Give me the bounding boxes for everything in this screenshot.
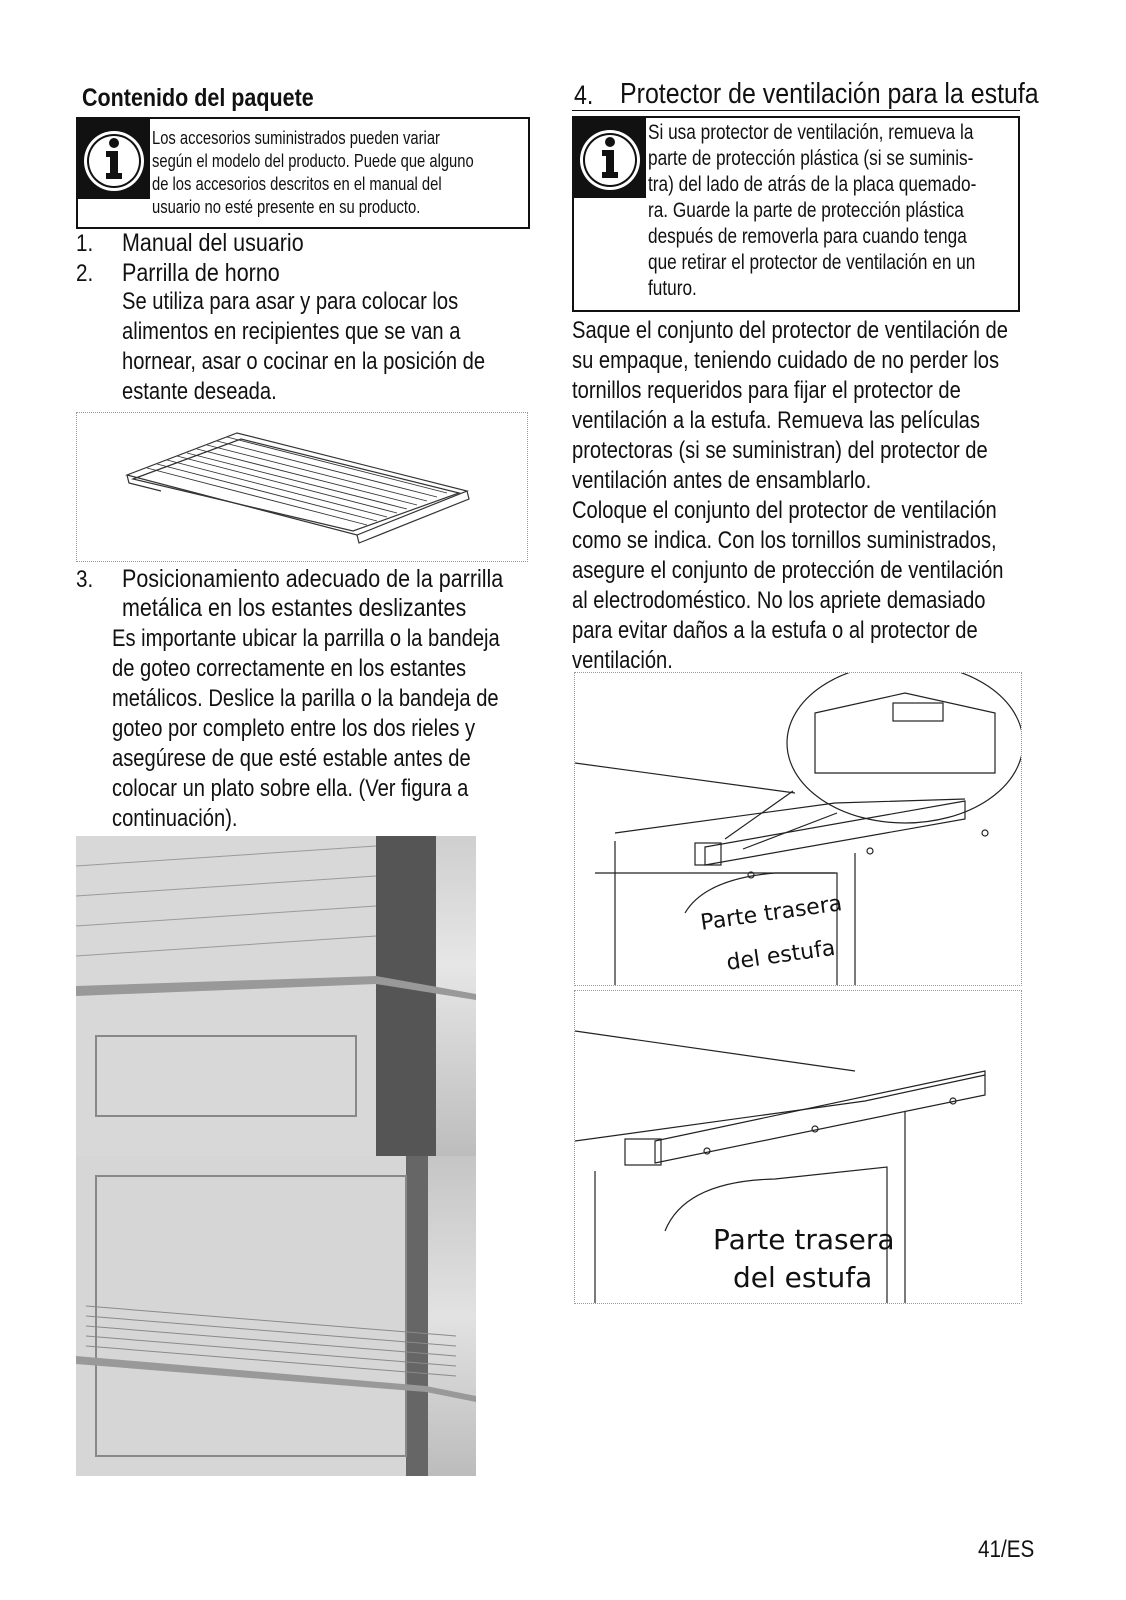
item-title-manual: Manual del usuario — [122, 229, 304, 257]
vent-protector-figure-1 — [574, 672, 1022, 986]
info-note-text: Los accesorios suministrados pueden variar según el modelo del producto. Puede que alguno de los accesorios descritos en el manual del usuario no esté presente en su producto. — [152, 128, 474, 217]
section-title: Contenido del paquete — [82, 84, 314, 112]
vent-instructions: Saque el conjunto del protector de ventilación de su empaque, teniendo cuidado de no perder los tornillos requeridos para fijar el protector de ventilación a la estufa. Remueva las películas protectoras (si se suministran) del protector de ventilación antes de ensamblarlo. Coloque el conjunto del protector de ventilación como se indica. Con los tornillos suministrados, asegure el conjunto de protección de ventilación al electrodoméstico. No los apriete demasiado para evitar daños a la estufa o al protector de ventilación. — [572, 317, 1008, 674]
fig2-label-line1: Parte trasera — [713, 1223, 895, 1256]
item-number: 2. — [76, 260, 94, 287]
fig2-label-line2: del estufa — [733, 1261, 873, 1294]
vent-protector-figure-2 — [574, 990, 1022, 1304]
oven-shelf-photo-top — [76, 836, 476, 1156]
item-number: 4. — [574, 80, 594, 110]
vent-info-text: Si usa protector de ventilación, remueva la parte de protección plástica (si se suminis- tra) del lado de atrás de la placa quemado- ra. Guarde la parte de protección plástica después de removerla para cuando tenga que retirar el protector de ventilación en un futuro. — [648, 121, 977, 300]
fig1-label-line2: del estufa — [725, 935, 837, 976]
rack-description: Se utiliza para asar y para colocar los alimentos en recipientes que se van a hornear, asar o cocinar en la posición de estante deseada. — [122, 288, 486, 405]
info-note-box — [76, 117, 530, 229]
fig1-label-line1: Parte trasera — [699, 891, 844, 936]
vent-info-box — [572, 116, 1020, 312]
positioning-description: Es importante ubicar la parrilla o la bandeja de goteo correctamente en los estantes metálicos. Deslice la parilla o la bandeja de goteo por completo entre los dos rieles y asegúrese de que esté estable antes de colocar un plato sobre ella. (Ver figura a continuación). — [112, 625, 500, 832]
title-rule — [572, 110, 1020, 111]
item-title-vent-protector: Protector de ventilación para la estufa — [620, 78, 1039, 110]
oven-shelf-photo-bottom — [76, 1156, 476, 1476]
page-number: 41/ES — [978, 1536, 1035, 1563]
info-icon — [574, 118, 646, 198]
item-title-positioning: Posicionamiento adecuado de la parrilla metálica en los estantes deslizantes — [122, 565, 504, 622]
info-icon — [78, 119, 150, 199]
item-number: 1. — [76, 230, 94, 257]
oven-rack-figure — [76, 412, 528, 562]
item-title-rack: Parrilla de horno — [122, 259, 280, 287]
item-number: 3. — [76, 566, 94, 593]
